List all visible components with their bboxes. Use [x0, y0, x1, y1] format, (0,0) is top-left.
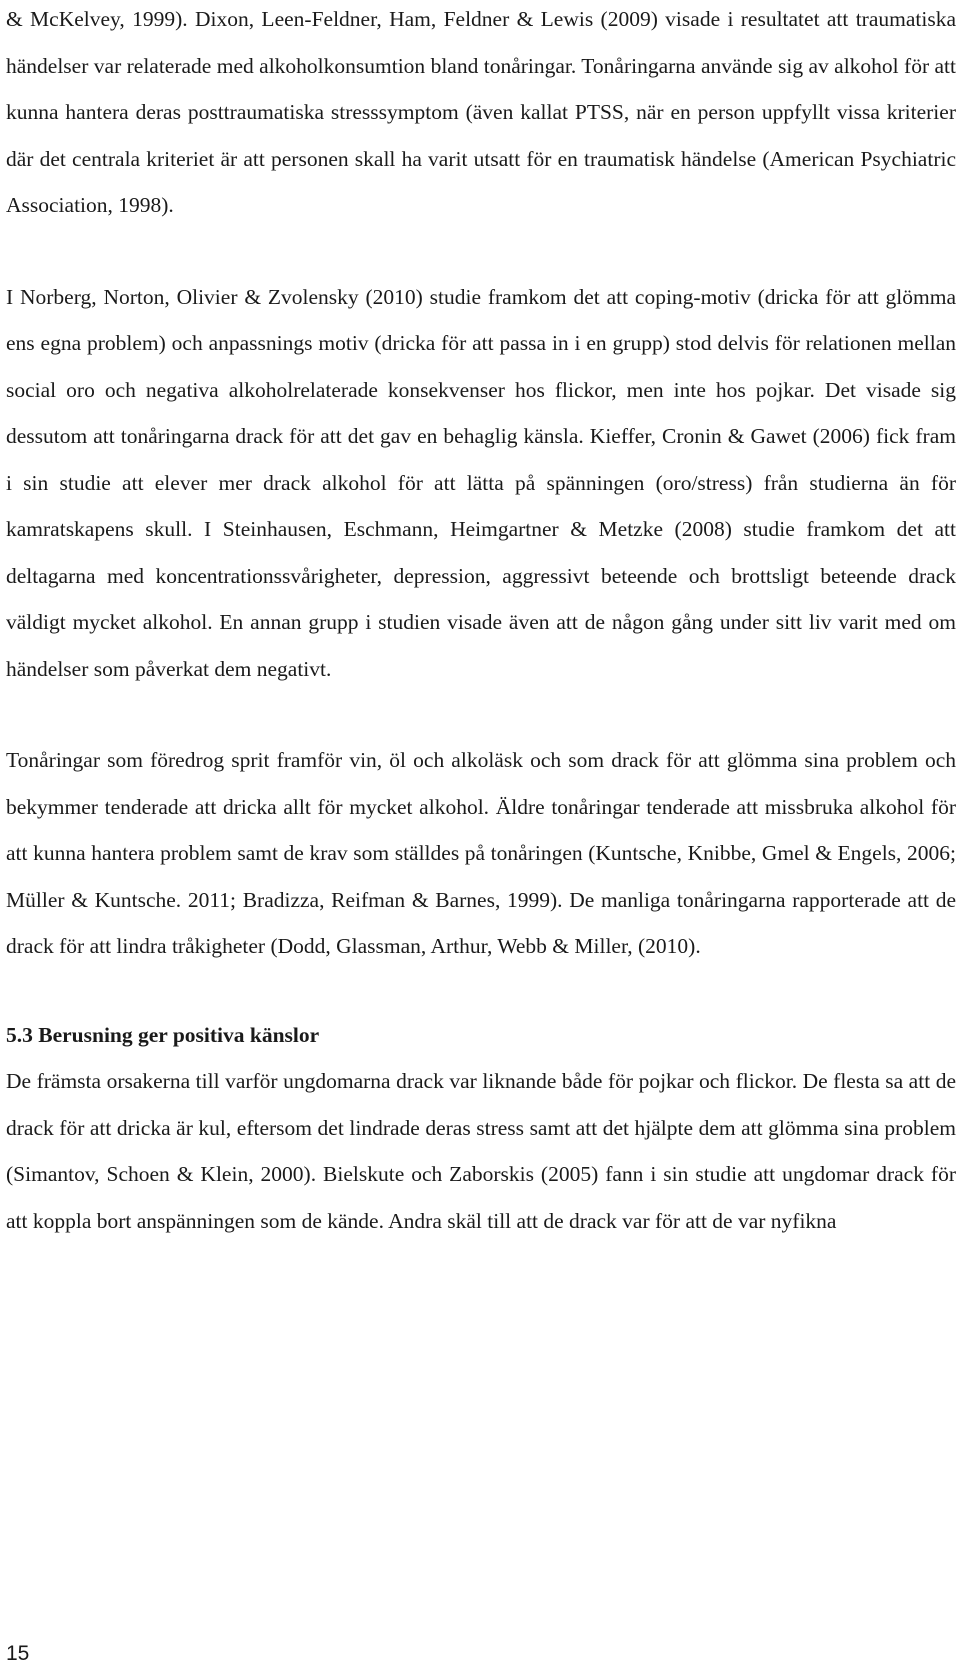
section-heading: 5.3 Berusning ger positiva känslor — [6, 1022, 320, 1047]
paragraph-main-reasons: De främsta orsakerna till varför ungdomarna drack var liknande både för pojkar och flickor. De flesta sa att de drack för att dricka är kul, eftersom det lindrade deras stress samt att det hjälpte dem att glömma sina problem (Simantov, Schoen & Klein, 2000). Bielskute och Zaborskis (2005) fann i sin studie att ungdomar drack för att koppla bort anspänningen som de kände. Andra skäl till att de drack var för att de var nyfikna — [6, 1069, 956, 1233]
paragraph-spacer — [6, 692, 956, 737]
paragraph-spacer — [6, 229, 956, 274]
paragraph-spirits-preference: Tonåringar som föredrog sprit framför vin, öl och alkoläsk och som drack för att glömma sina problem och bekymmer tenderade att dricka allt för mycket alkohol. Äldre tonåringar tenderade att missbruka alkohol för att kunna hantera problem samt de krav som ställdes på tonåringen (Kuntsche, Knibbe, Gmel & Engels, 2006; Müller & Kuntsche. 2011; Bradizza, Reifman & Barnes, 1999). De manliga tonåringarna rapporterade att de drack för att lindra tråkigheter (Dodd, Glassman, Arthur, Webb & Miller, (2010). — [6, 748, 956, 958]
paragraph-trauma-alcohol: & McKelvey, 1999). Dixon, Leen-Feldner, Ham, Feldner & Lewis (2009) visade i resultatet att traumatiska händelser var relaterade med alkoholkonsumtion bland tonåringar. Tonåringarna använde sig av alkohol för att kunna hantera deras posttraumatiska stresssymptom (även kallat PTSS, när en person uppfyllt vissa kriterier där det centrala kriteriet är att personen skall ha varit utsatt för en traumatisk händelse (American Psychiatric Association, 1998). — [6, 7, 956, 217]
paragraph-spacer — [6, 970, 956, 1012]
document-page — [6, 0, 956, 1244]
paragraph-coping-motives: I Norberg, Norton, Olivier & Zvolensky (2010) studie framkom det att coping-motiv (dricka för att glömma ens egna problem) och anpassnings motiv (dricka för att passa in i en grupp) stod delvis för relationen mellan social oro och negativa alkoholrelaterade konsekvenser hos flickor, men inte hos pojkar. Det visade sig dessutom att tonåringarna drack för att det gav en behaglig känsla. Kieffer, Cronin & Gawet (2006) fick fram i sin studie att elever mer drack alkohol för att lätta på spänningen (oro/stress) från studierna än för kamratskapens skull. I Steinhausen, Eschmann, Heimgartner & Metzke (2008) studie framkom det att deltagarna med koncentrationssvårigheter, depression, aggressivt beteende och brottsligt beteende drack väldigt mycket alkohol. En annan grupp i studien visade även att de någon gång under sitt liv varit med om händelser som påverkat dem negativt. — [6, 284, 956, 681]
page-number: 15 — [6, 1642, 30, 1665]
